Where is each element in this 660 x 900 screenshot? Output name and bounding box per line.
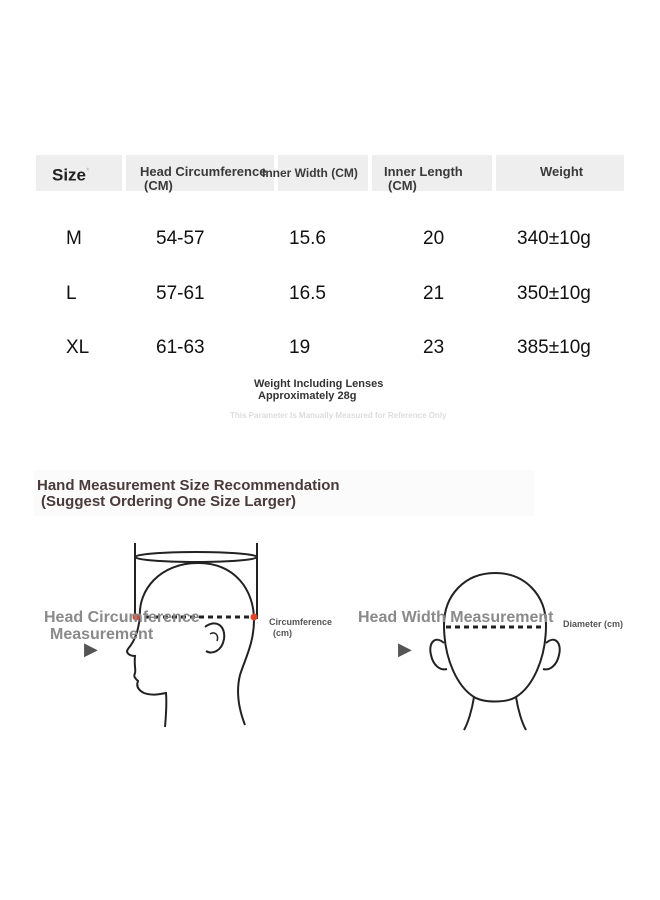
cell-head: 54-57 [156,228,205,249]
cell-length: 20 [423,228,445,249]
head-front-illustration [420,565,570,735]
head-circumference-label-line2: Measurement [50,626,154,643]
cell-length: 23 [423,337,445,358]
header-head-circumference-unit: (CM) [144,178,173,193]
weight-note-line1: Weight Including Lenses [254,378,384,390]
weight-note-line2: Approximately 28g [258,390,357,402]
measure-point-back [251,614,258,621]
header-inner-length: Inner Length [384,164,463,179]
cell-weight: 340±10g [517,228,591,249]
header-inner-width: Inner Width (CM) [262,166,358,180]
header-size-mark: * [86,166,90,176]
cell-weight: 385±10g [517,337,591,358]
section-title: Hand Measurement Size Recommendation [37,477,340,494]
circumference-side-unit: (cm) [273,628,293,638]
head-circumference-label: Head Circumference [44,609,200,626]
head-width-label: Head Width Measurement [358,609,554,626]
cell-size: XL [66,337,90,358]
section-subtitle: (Suggest Ordering One Size Larger) [41,493,297,510]
cell-head: 57-61 [156,283,205,304]
header-inner-length-unit: (CM) [388,178,417,193]
cell-size: L [66,283,77,304]
cell-width: 19 [289,337,311,358]
cell-width: 15.6 [289,228,326,249]
header-weight: Weight [540,164,584,179]
disclaimer-note: This Parameter Is Manually Measured for Reference Only [230,411,447,420]
play-arrow-icon: ▶ [84,639,98,659]
diameter-side-label: Diameter (cm) [563,619,624,629]
cell-weight: 350±10g [517,283,591,304]
cell-head: 61-63 [156,337,205,358]
header-head-circumference: Head Circumference [140,164,267,179]
header-size [52,165,90,185]
cell-size: M [66,228,82,249]
circumference-side-label: Circumference [269,617,333,627]
header-size-label: Size [52,165,87,185]
cell-length: 21 [423,283,445,304]
cell-width: 16.5 [289,283,326,304]
play-arrow-icon: ▶ [398,639,412,659]
